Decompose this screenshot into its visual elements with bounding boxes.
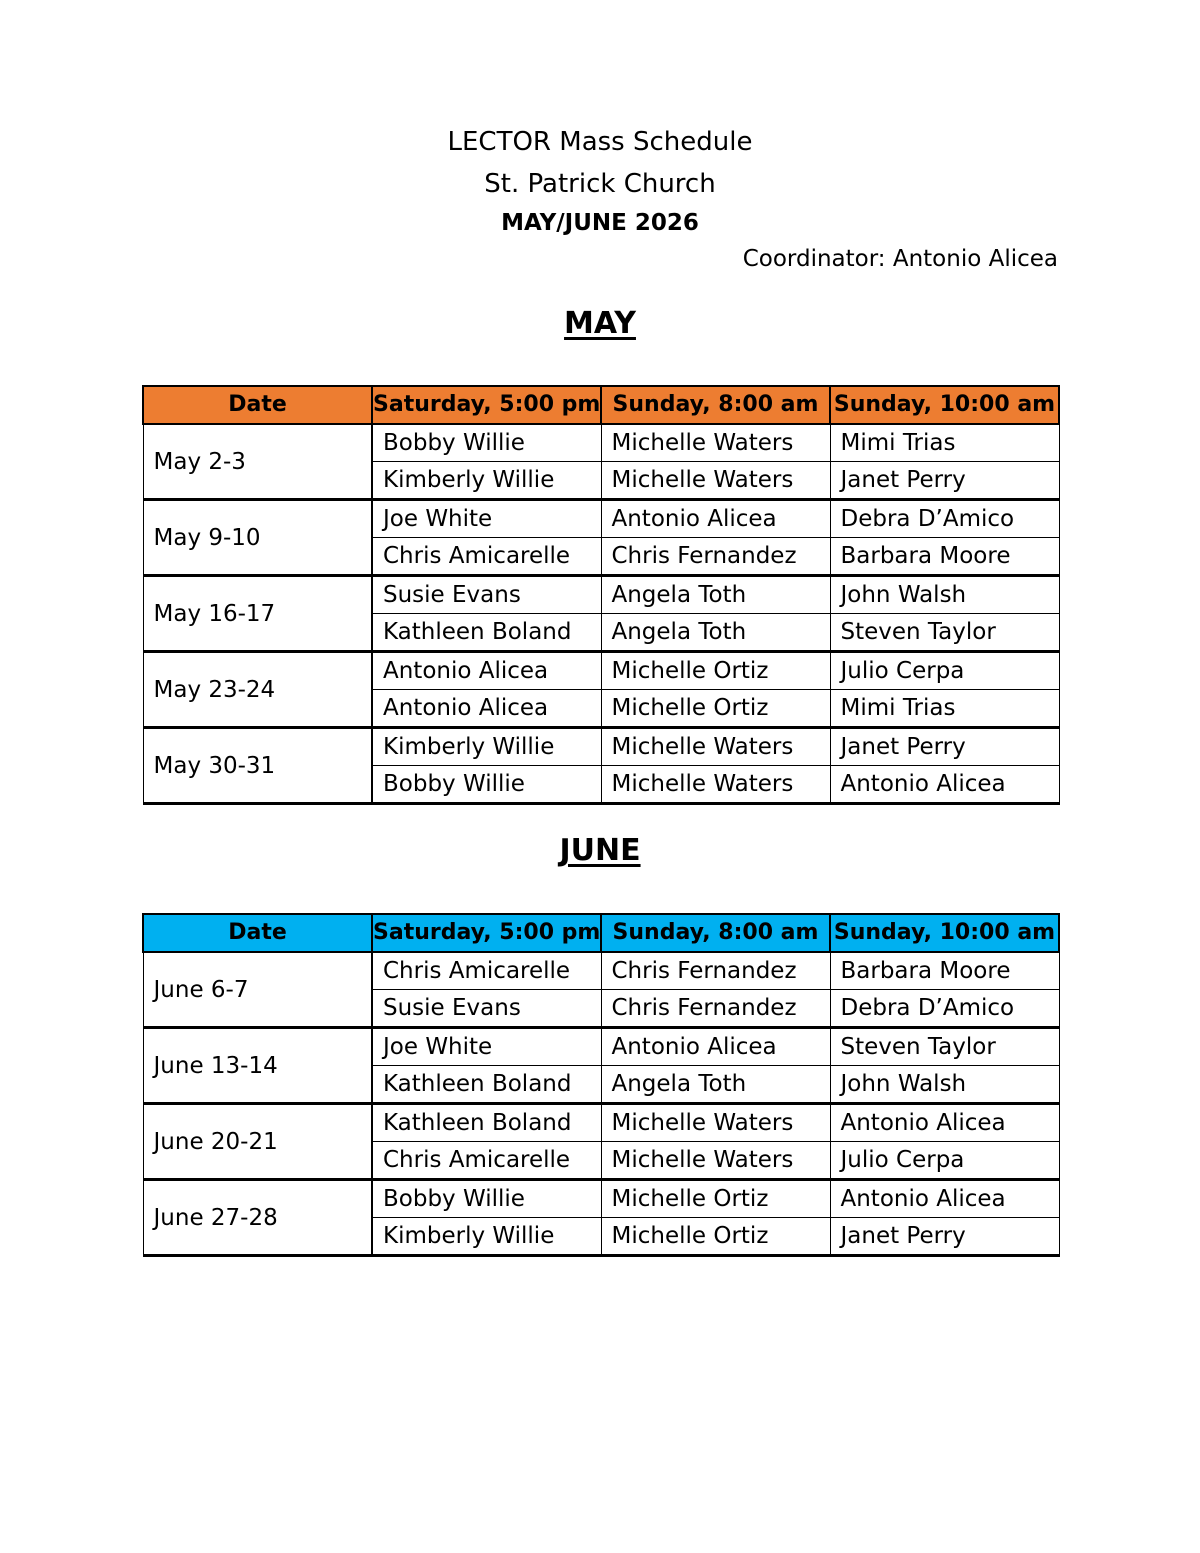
document-title: LECTOR Mass Schedule [447, 127, 753, 157]
lector-name-cell: Kathleen Boland [372, 614, 601, 652]
lector-name-cell: Chris Amicarelle [372, 538, 601, 576]
lector-name-cell: Susie Evans [372, 990, 601, 1028]
lector-name-cell: Joe White [372, 1028, 601, 1066]
lector-name-cell: Michelle Waters [601, 728, 830, 766]
church-name: St. Patrick Church [484, 169, 716, 199]
lector-name-cell: Michelle Waters [601, 766, 830, 804]
table-row [143, 728, 1059, 766]
lector-name-cell: Susie Evans [372, 576, 601, 614]
table-row [143, 1028, 1059, 1066]
lector-name-cell: Michelle Ortiz [601, 652, 830, 690]
table-row [143, 952, 1059, 990]
lector-name-cell: Michelle Ortiz [601, 1180, 830, 1218]
lector-name-cell: Chris Fernandez [601, 990, 830, 1028]
lector-name-cell: Kimberly Willie [372, 728, 601, 766]
date-cell: June 6-7 [143, 952, 372, 1028]
lector-name-cell: Antonio Alicea [601, 500, 830, 538]
lector-name-cell: Barbara Moore [830, 538, 1059, 576]
date-cell: May 9-10 [143, 500, 372, 576]
date-cell: June 27-28 [143, 1180, 372, 1256]
lector-name-cell: Angela Toth [601, 576, 830, 614]
table-row [143, 500, 1059, 538]
date-cell: June 13-14 [143, 1028, 372, 1104]
lector-name-cell: Angela Toth [601, 614, 830, 652]
may-schedule-table [142, 385, 1060, 805]
month-heading-may: MAY [564, 306, 636, 341]
column-header: Date [143, 914, 372, 952]
lector-name-cell: Kimberly Willie [372, 462, 601, 500]
lector-name-cell: John Walsh [830, 1066, 1059, 1104]
lector-name-cell: Kathleen Boland [372, 1104, 601, 1142]
lector-name-cell: Janet Perry [830, 728, 1059, 766]
column-header: Sunday, 10:00 am [830, 914, 1059, 952]
lector-name-cell: Bobby Willie [372, 1180, 601, 1218]
june-schedule-table [142, 913, 1060, 1257]
date-cell: May 2-3 [143, 424, 372, 500]
lector-name-cell: Mimi Trias [830, 690, 1059, 728]
lector-name-cell: Michelle Waters [601, 1142, 830, 1180]
lector-name-cell: Steven Taylor [830, 614, 1059, 652]
table-row [143, 1180, 1059, 1218]
date-cell: June 20-21 [143, 1104, 372, 1180]
lector-name-cell: Kimberly Willie [372, 1218, 601, 1256]
lector-name-cell: Michelle Ortiz [601, 1218, 830, 1256]
lector-name-cell: John Walsh [830, 576, 1059, 614]
date-cell: May 16-17 [143, 576, 372, 652]
column-header: Sunday, 8:00 am [601, 914, 830, 952]
lector-name-cell: Antonio Alicea [830, 1180, 1059, 1218]
lector-name-cell: Antonio Alicea [830, 1104, 1059, 1142]
header-row [143, 914, 1059, 952]
lector-name-cell: Antonio Alicea [830, 766, 1059, 804]
lector-name-cell: Michelle Ortiz [601, 690, 830, 728]
coordinator-line: Coordinator: Antonio Alicea [742, 246, 1058, 272]
table-row [143, 424, 1059, 462]
column-header: Sunday, 8:00 am [601, 386, 830, 424]
lector-name-cell: Michelle Waters [601, 462, 830, 500]
column-header: Saturday, 5:00 pm [372, 386, 601, 424]
lector-name-cell: Antonio Alicea [372, 690, 601, 728]
lector-name-cell: Janet Perry [830, 1218, 1059, 1256]
lector-name-cell: Debra D’Amico [830, 990, 1059, 1028]
lector-name-cell: Kathleen Boland [372, 1066, 601, 1104]
lector-name-cell: Debra D’Amico [830, 500, 1059, 538]
lector-name-cell: Chris Fernandez [601, 538, 830, 576]
column-header: Sunday, 10:00 am [830, 386, 1059, 424]
lector-name-cell: Antonio Alicea [372, 652, 601, 690]
lector-name-cell: Mimi Trias [830, 424, 1059, 462]
lector-name-cell: Joe White [372, 500, 601, 538]
date-cell: May 30-31 [143, 728, 372, 804]
lector-name-cell: Antonio Alicea [601, 1028, 830, 1066]
lector-name-cell: Michelle Waters [601, 424, 830, 462]
lector-name-cell: Julio Cerpa [830, 1142, 1059, 1180]
table-row [143, 652, 1059, 690]
lector-name-cell: Steven Taylor [830, 1028, 1059, 1066]
lector-name-cell: Bobby Willie [372, 424, 601, 462]
table-row [143, 576, 1059, 614]
header-row [143, 386, 1059, 424]
column-header: Date [143, 386, 372, 424]
month-heading-june: JUNE [559, 833, 641, 868]
date-cell: May 23-24 [143, 652, 372, 728]
lector-name-cell: Chris Amicarelle [372, 1142, 601, 1180]
lector-name-cell: Julio Cerpa [830, 652, 1059, 690]
lector-name-cell: Chris Fernandez [601, 952, 830, 990]
schedule-period: MAY/JUNE 2026 [501, 210, 699, 236]
lector-name-cell: Janet Perry [830, 462, 1059, 500]
lector-name-cell: Chris Amicarelle [372, 952, 601, 990]
column-header: Saturday, 5:00 pm [372, 914, 601, 952]
lector-name-cell: Bobby Willie [372, 766, 601, 804]
lector-name-cell: Barbara Moore [830, 952, 1059, 990]
lector-name-cell: Angela Toth [601, 1066, 830, 1104]
table-row [143, 1104, 1059, 1142]
lector-name-cell: Michelle Waters [601, 1104, 830, 1142]
